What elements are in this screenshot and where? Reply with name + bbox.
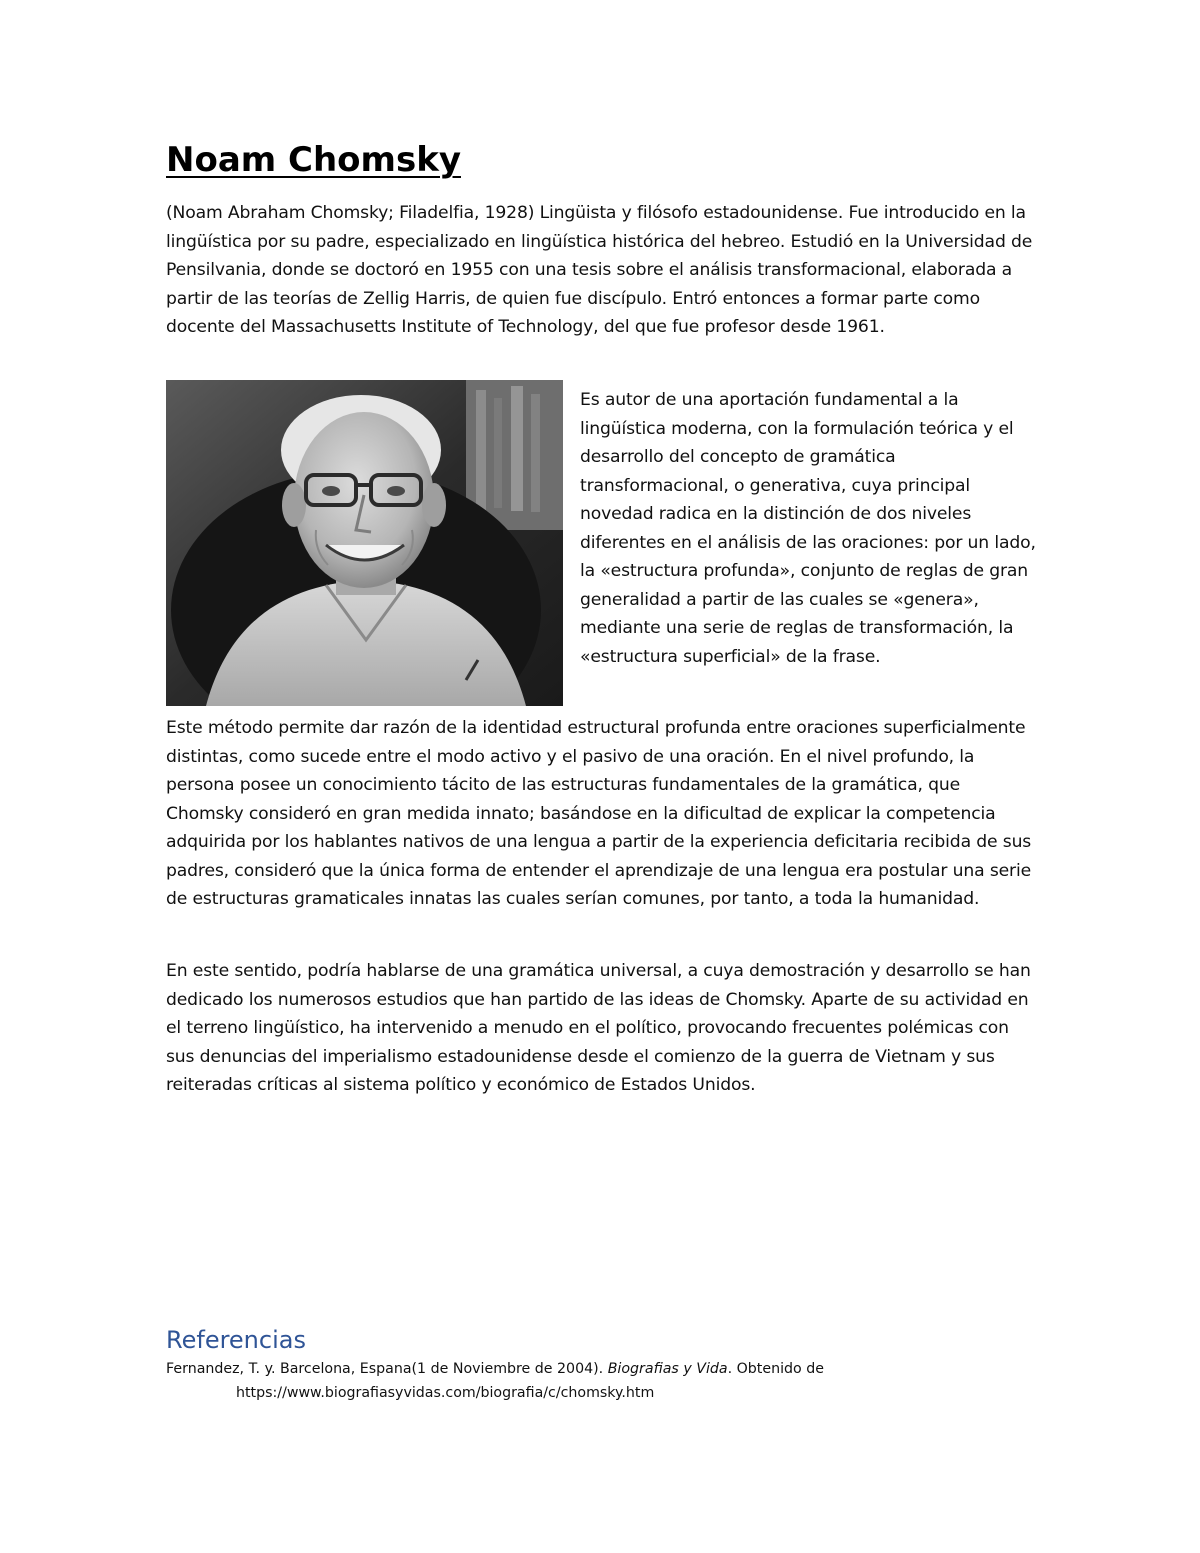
contribution-paragraph: Es autor de una aportación fundamental a la lingüística moderna, con la formulación teórica y el desarrollo del concepto de gramática transformacional, o generativa, cuya principal novedad radica en la distinción de dos niveles diferentes en el análisis de las oraciones: por un lado, la «estructura profunda», conjunto de reglas de gran generalidad a partir de las cuales se «genera», mediante una serie de reglas de transformación, la «estructura superficial» de la frase.: [580, 390, 1036, 667]
reference-entry: [166, 1357, 1116, 1405]
method-paragraph: Este método permite dar razón de la identidad estructural profunda entre oraciones superficialmente distintas, como sucede entre el modo activo y el pasivo de una oración. En el nivel profundo, la persona posee un conocimiento tácito de las estructuras fundamentales de la gramática, que Chomsky consideró en gran medida innato; basándose en la dificultad de explicar la competencia adquirida por los hablantes nativos de una lengua a partir de la experiencia deficitaria recibida de sus padres, consideró que la única forma de entender el aprendizaje de una lengua era postular una serie de estructuras gramaticales innatas las cuales serían comunes, por tanto, a toda la humanidad.: [166, 718, 1032, 909]
reference-source: . Obtenido de https://www.biografiasyvidas.com/biografia/c/chomsky.htm: [236, 1361, 824, 1401]
portrait-photo: [166, 380, 563, 706]
references-heading: Referencias: [166, 1326, 306, 1354]
page-title: Noam Chomsky: [166, 140, 461, 180]
reference-title: Biografias y Vida: [607, 1361, 728, 1377]
intro-paragraph: (Noam Abraham Chomsky; Filadelfia, 1928) Lingüista y filósofo estadounidense. Fue introducido en la lingüística por su padre, especializado en lingüística histórica del hebreo. Estudió en la Universidad de Pensilvania, donde se doctoró en 1955 con una tesis sobre el análisis transformacional, elaborada a partir de las teorías de Zellig Harris, de quien fue discípulo. Entró entonces a formar parte como docente del Massachusetts Institute of Technology, del que fue profesor desde 1961.: [166, 203, 1033, 337]
universal-grammar-paragraph: En este sentido, podría hablarse de una gramática universal, a cuya demostración y desarrollo se han dedicado los numerosos estudios que han partido de las ideas de Chomsky. Aparte de su actividad en el terreno lingüístico, ha intervenido a menudo en el político, provocando frecuentes polémicas con sus denuncias del imperialismo estadounidense desde el comienzo de la guerra de Vietnam y sus reiteradas críticas al sistema político y económico de Estados Unidos.: [166, 961, 1031, 1095]
reference-authors: Fernandez, T. y. Barcelona, Espana(1 de Noviembre de 2004).: [166, 1361, 608, 1377]
